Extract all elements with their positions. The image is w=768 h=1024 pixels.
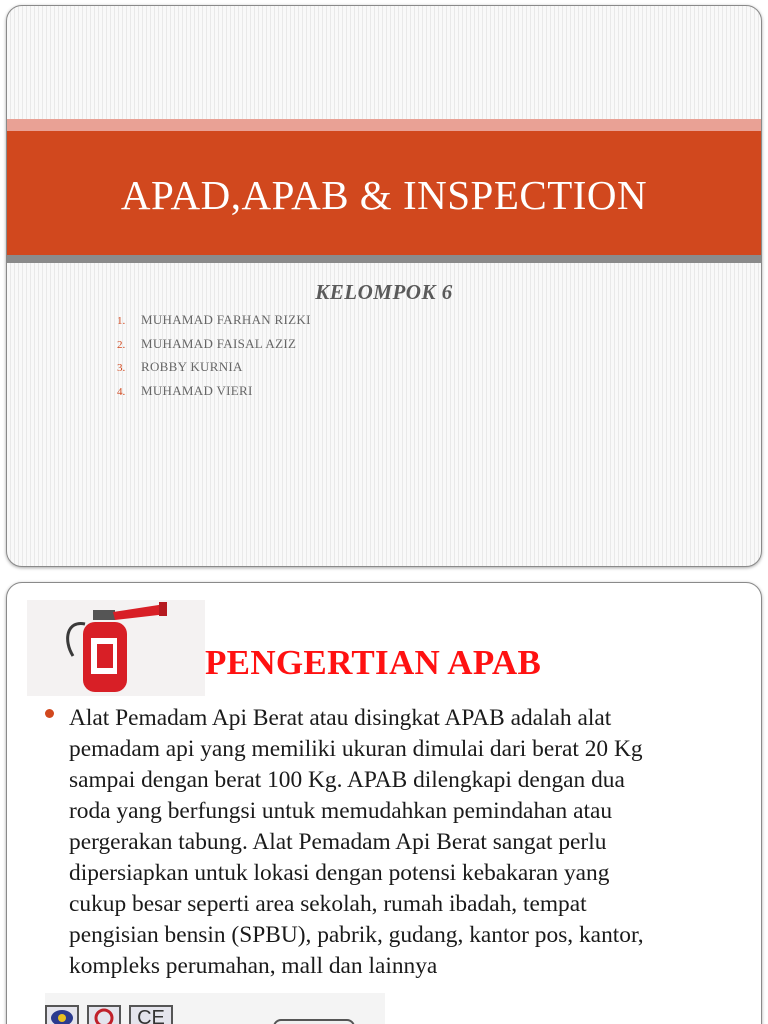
member-name: MUHAMAD FARHAN RIZKI: [141, 312, 311, 327]
certification-seal-icon: [45, 1005, 79, 1024]
definition-paragraph: [69, 703, 729, 982]
title-band-top-stripe: [7, 119, 761, 131]
paragraph-line: cukup besar seperti area sekolah, rumah ibadah, tempat: [69, 891, 587, 917]
member-name: MUHAMAD FAISAL AZIZ: [141, 335, 297, 351]
title-band-bottom-stripe: [7, 255, 761, 263]
paragraph-line: roda yang berfungsi untuk memudahkan pemindahan atau: [69, 798, 613, 824]
member-name: MUHAMAD VIERI: [141, 382, 253, 398]
list-number: 1.: [117, 315, 126, 327]
paragraph-line: Alat Pemadam Api Berat atau disingkat APAB adalah alat: [69, 705, 612, 731]
content-slide: [6, 582, 762, 1024]
paragraph-line: kompleks perumahan, mall dan lainnya: [69, 953, 438, 979]
list-item: [117, 336, 311, 360]
certification-logos: [45, 993, 385, 1024]
paragraph-line: pengisian bensin (SPBU), pabrik, gudang, kantor pos, kantor,: [69, 922, 644, 948]
fire-extinguisher-icon: [27, 600, 205, 696]
list-item: [117, 359, 311, 383]
paragraph-line: pemadam api yang memiliki ukuran dimulai dari berat 20 Kg: [69, 736, 643, 762]
list-number: 3.: [117, 362, 126, 374]
slide-heading: PENGERTIAN APAB: [205, 643, 542, 682]
paragraph-line: sampai dengan berat 100 Kg. APAB dilengkapi dengan dua: [69, 767, 625, 793]
list-item: [117, 383, 311, 407]
ce-mark-icon: CE: [129, 1005, 173, 1024]
bullet-icon: [45, 709, 54, 718]
list-item: [117, 312, 311, 336]
slide-subtitle: KELOMPOK 6: [315, 280, 453, 304]
list-number: 2.: [117, 338, 126, 351]
badge-icon: [273, 1019, 355, 1024]
slide-title: APAD,APAB & INSPECTION: [120, 172, 648, 218]
list-number: 4.: [117, 385, 126, 398]
paragraph-line: pergerakan tabung. Alat Pemadam Api Berat sangat perlu: [69, 829, 607, 855]
certification-mark-icon: [87, 1005, 121, 1024]
title-band: [7, 131, 761, 255]
member-list: [117, 312, 311, 406]
title-slide: [6, 5, 762, 567]
paragraph-line: dipersiapkan untuk lokasi dengan potensi kebakaran yang: [69, 860, 610, 886]
member-name: ROBBY KURNIA: [141, 359, 243, 374]
